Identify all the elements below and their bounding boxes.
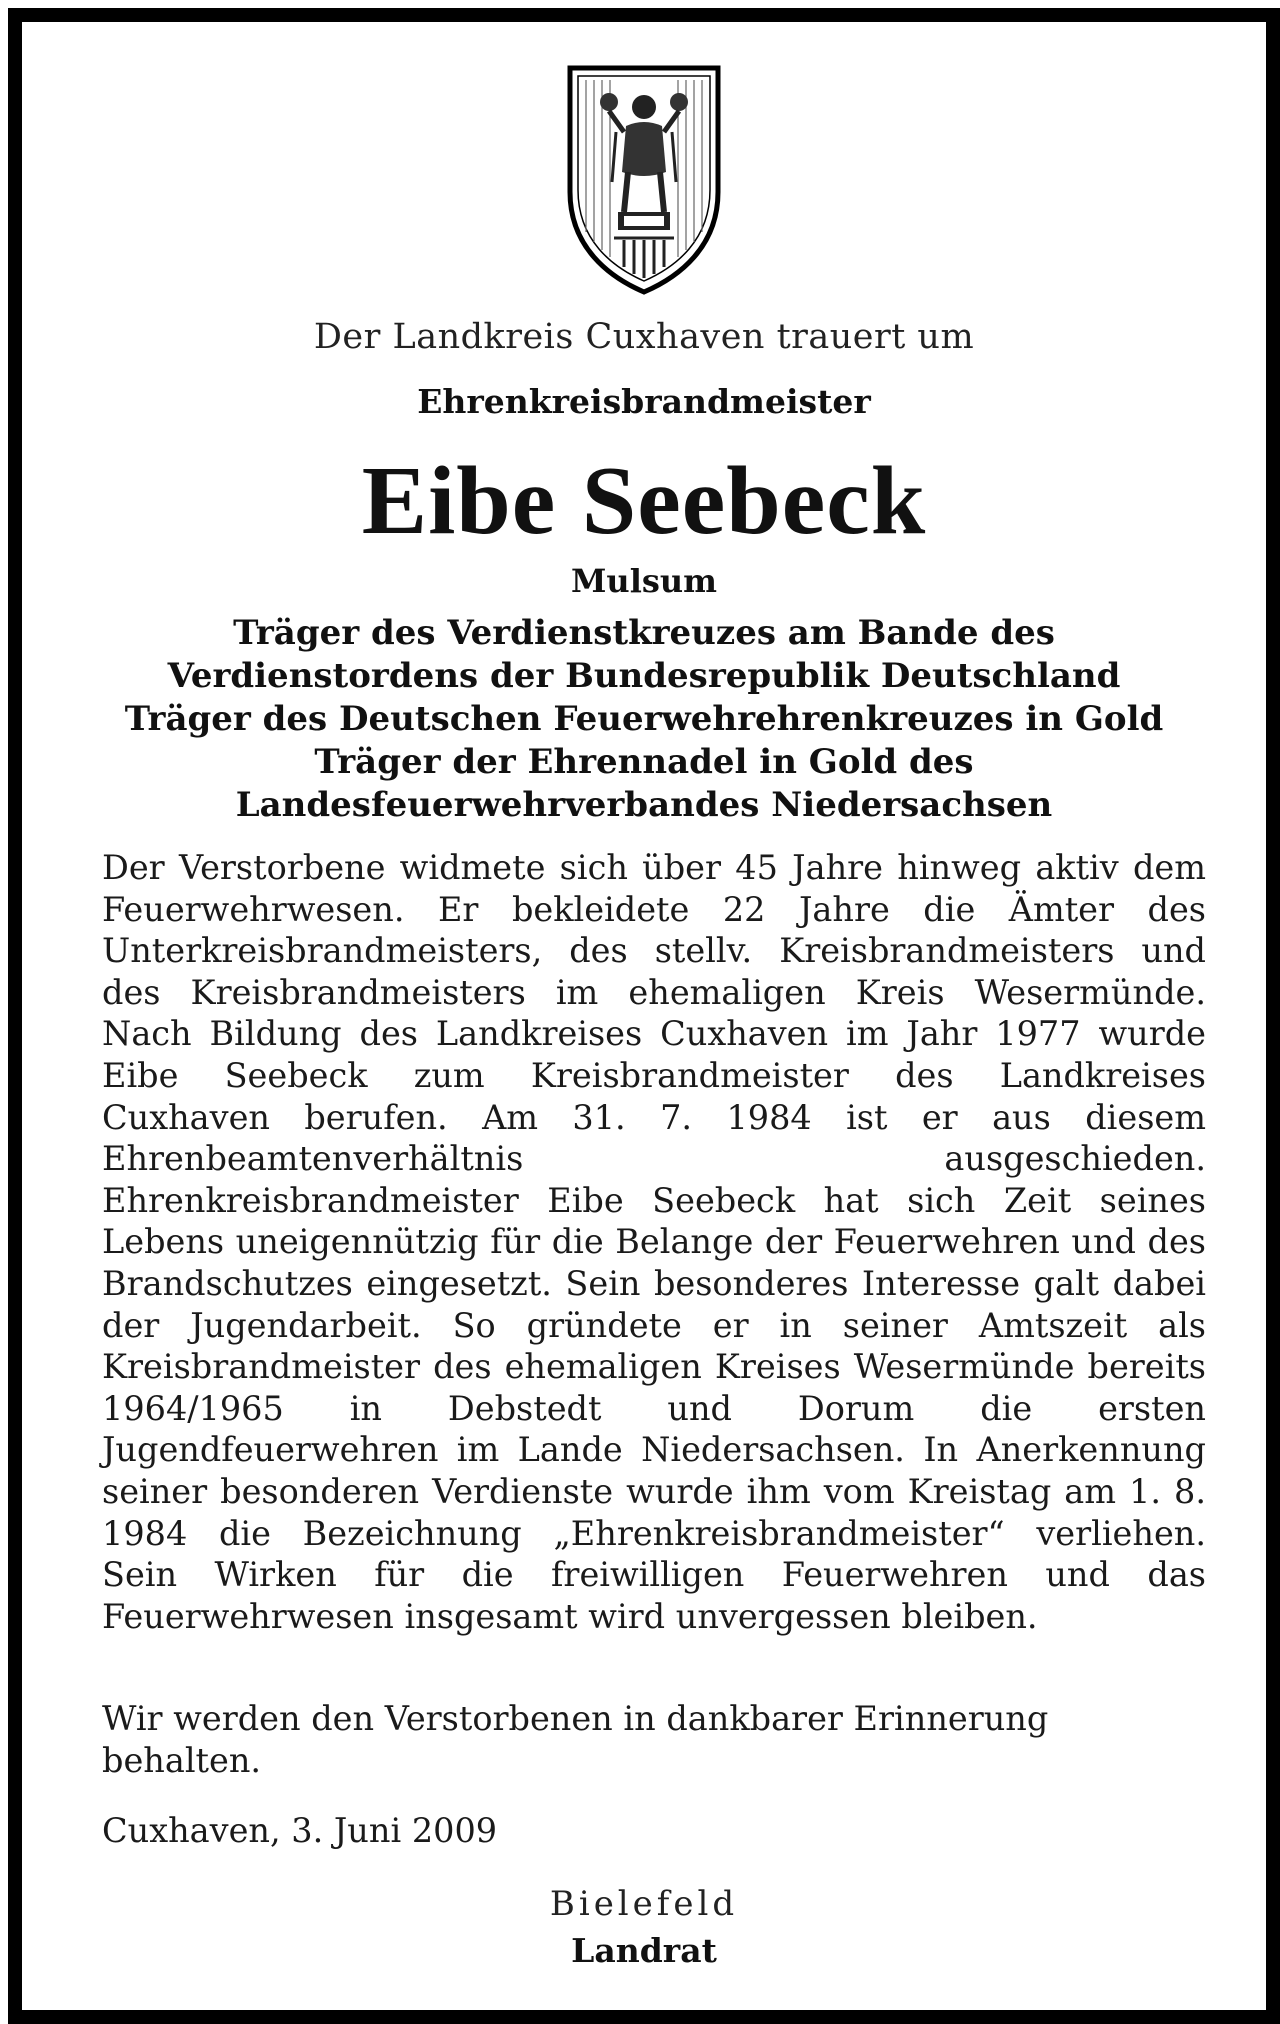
cuxhaven-coat-of-arms-icon: [564, 62, 724, 298]
obituary-notice: [8, 8, 1280, 2024]
honor-line: Träger des Deutschen Feuerwehrehrenkreuzes in Gold: [124, 699, 1164, 739]
closing-sentence: Wir werden den Verstorbenen in dankbarer Erinnerung behalten.: [102, 1699, 1049, 1780]
honor-line: Landesfeuerwehrverbandes Niedersachsen: [235, 785, 1053, 825]
honor-line: Verdienstordens der Bundesrepublik Deutschland: [167, 656, 1121, 696]
deceased-place: Mulsum: [571, 562, 717, 600]
honor-line: Träger des Verdienstkreuzes am Bande des: [233, 613, 1055, 653]
mourning-line: Der Landkreis Cuxhaven trauert um: [313, 317, 975, 357]
honor-line: Träger der Ehrennadel in Gold des: [314, 742, 974, 782]
dateline: Cuxhaven, 3. Juni 2009: [102, 1811, 498, 1850]
deceased-name: Eibe Seebeck: [361, 447, 927, 555]
signatory-name: Bielefeld: [549, 1884, 739, 1924]
signatory-title: Landrat: [571, 1931, 717, 1970]
honors-list: [72, 612, 1216, 827]
obituary-body: Der Verstorbene widmete sich über 45 Jahre hinweg aktiv dem Feuerwehrwesen. Er bekleidete 22 Jahre die Ämter des Unterkreisbrandmeisters, des stellv. Kreisbrandmeisters und des Kreisbrandmeisters im ehemaligen Kreis Wesermünde. Nach Bildung des Landkreises Cuxhaven im Jahr 1977 wurde Eibe Seebeck zum Kreisbrandmeister des Landkreises Cuxhaven berufen. Am 31. 7. 1984 ist er aus diesem Ehrenbeamtenverhältnis ausgeschieden. Ehrenkreisbrandmeister Eibe Seebeck hat sich Zeit seines Lebens uneigennützig für die Belange der Feuerwehren und des Brandschutzes eingesetzt. Sein besonderes Interesse galt dabei der Jugendarbeit. So gründete er in seiner Amtszeit als Kreisbrandmeister des ehemaligen Kreises Wesermünde bereits 1964/1965 in Debstedt und Dorum die ersten Jugendfeuerwehren im Lande Niedersachsen. In Anerkennung seiner besonderen Verdienste wurde ihm vom Kreistag am 1. 8. 1984 die Bezeichnung „Ehrenkreisbrandmeister“ verliehen. Sein Wirken für die freiwilligen Feuerwehren und das Feuerwehrwesen insgesamt wird unvergessen bleiben.: [102, 848, 1206, 1636]
notice-content: [22, 22, 1266, 2010]
deceased-role: Ehrenkreisbrandmeister: [417, 382, 871, 421]
